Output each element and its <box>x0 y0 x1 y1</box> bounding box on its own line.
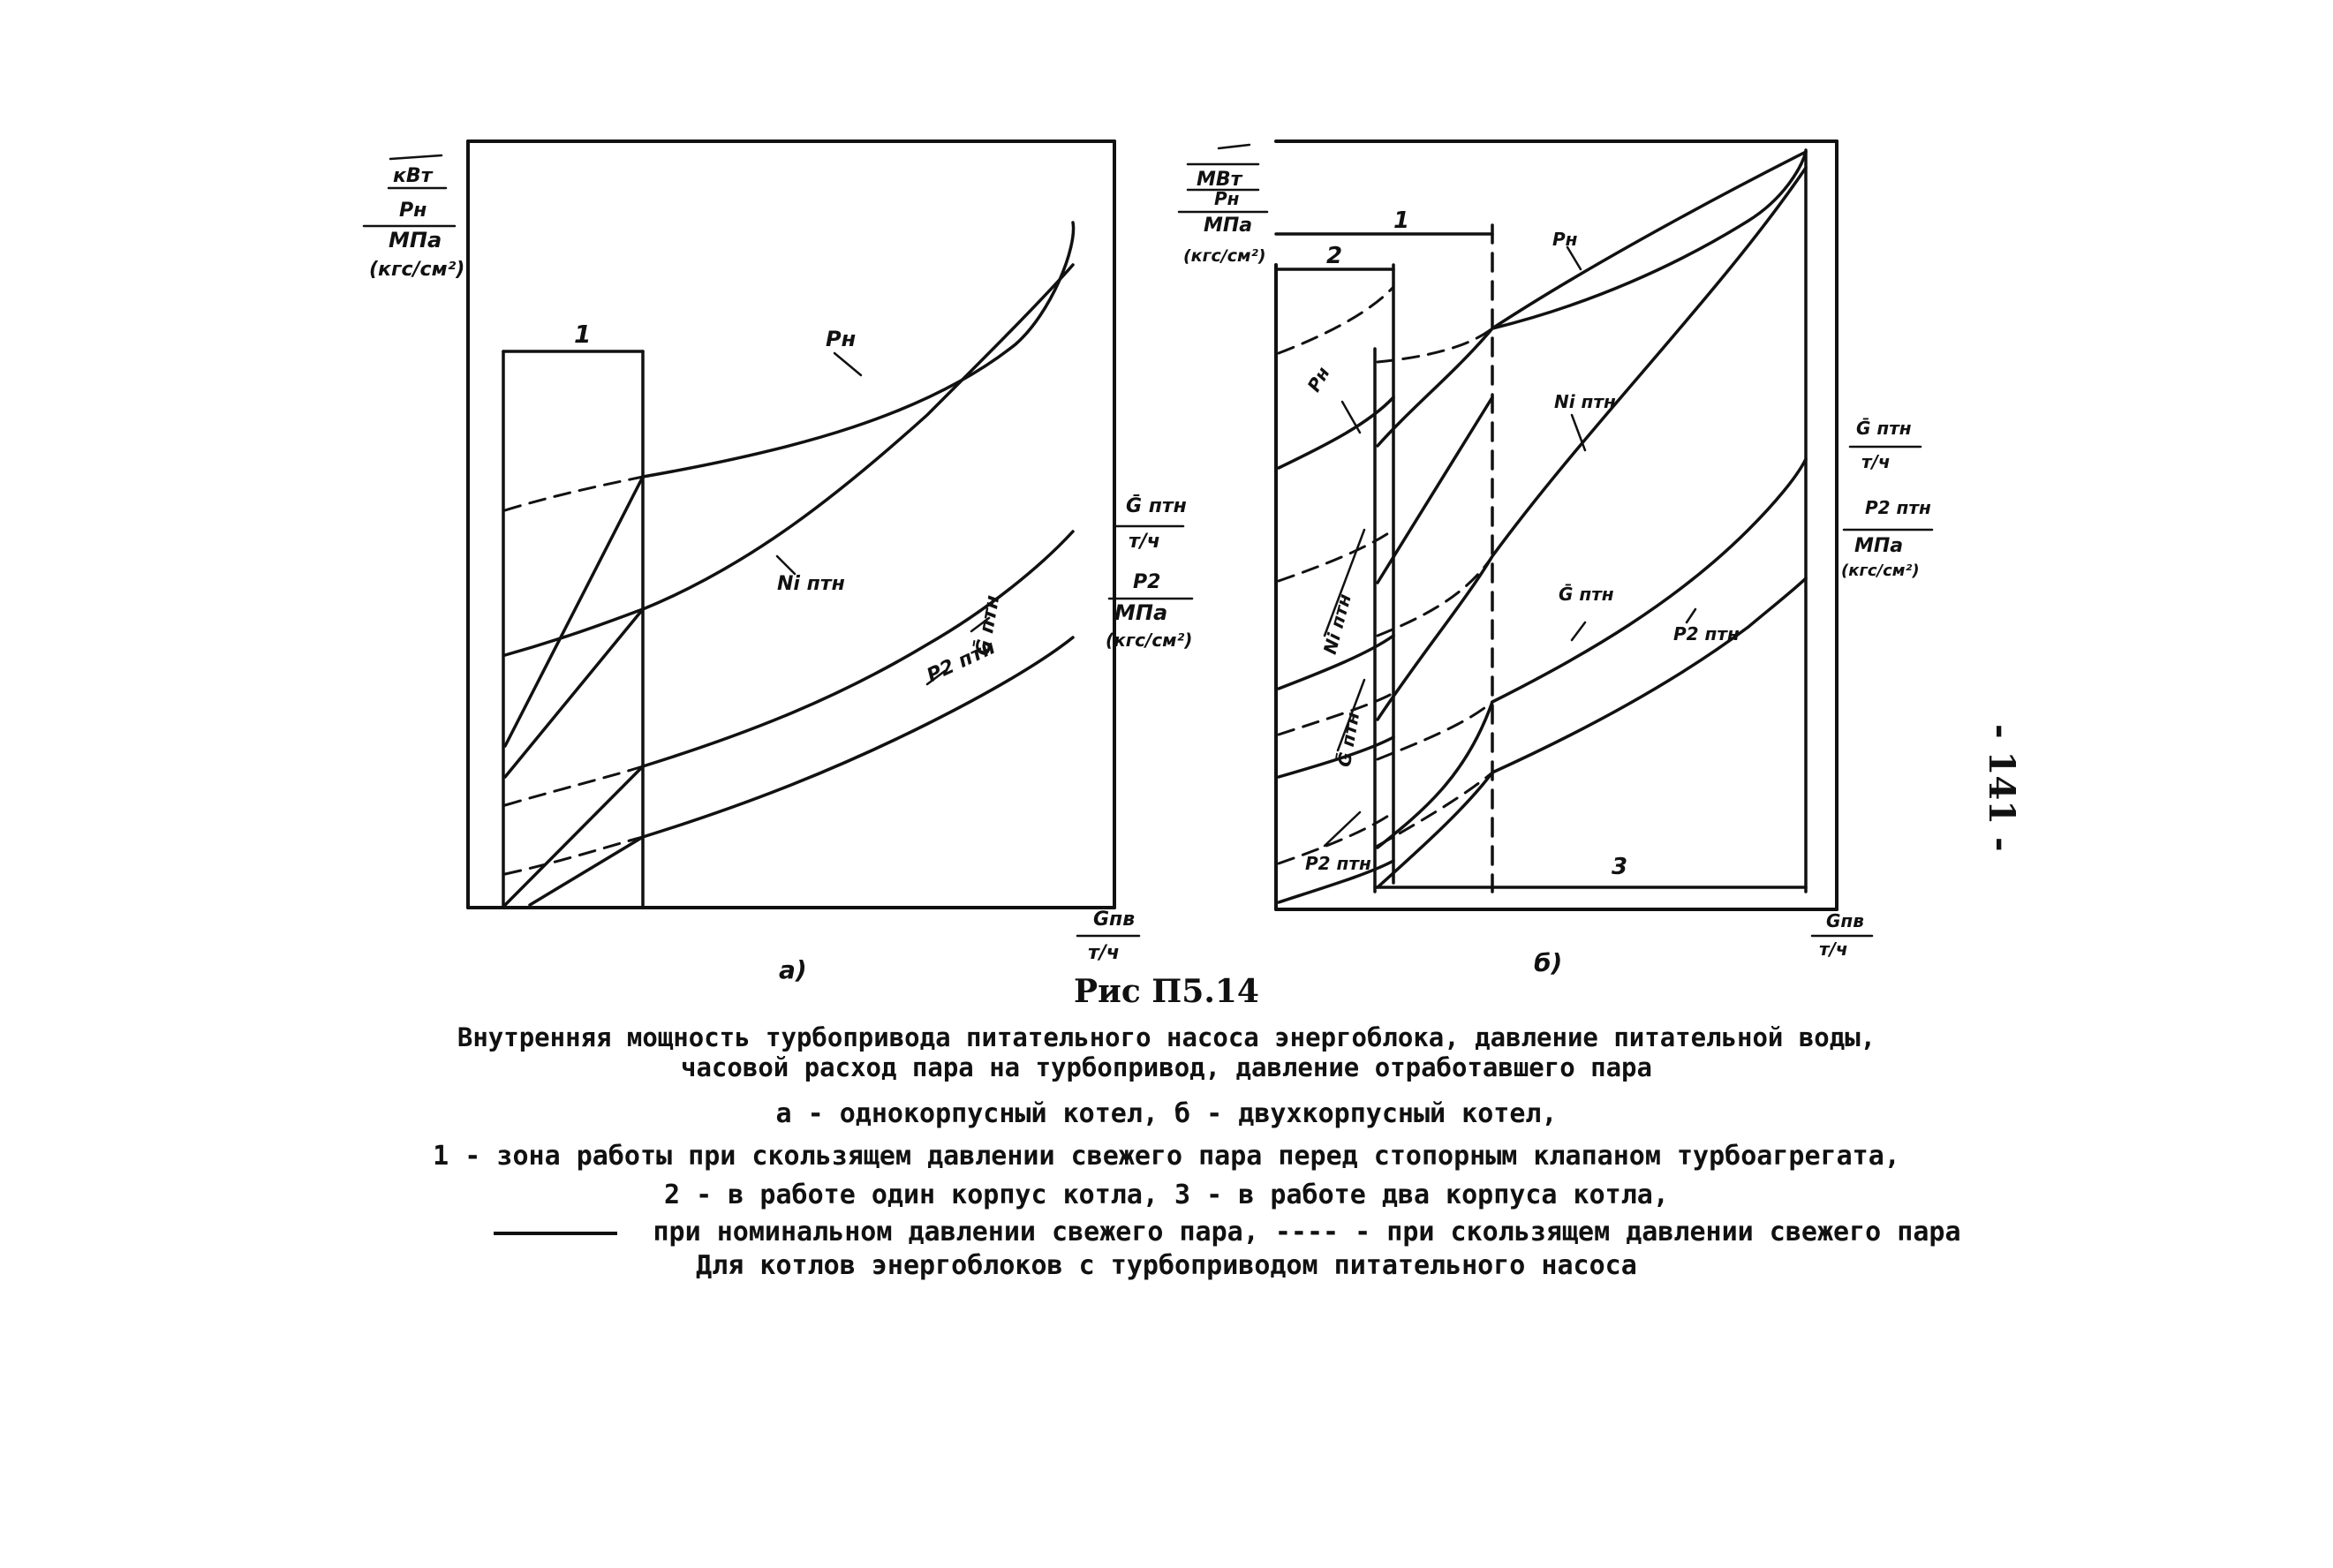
panel-a-pressure-units: МПа <box>389 228 442 253</box>
panel-b-curve-ni-main <box>1378 168 1806 720</box>
panel-a-pressure-symbol: Pн <box>399 200 427 222</box>
panel-a-dashed-curves <box>505 477 643 874</box>
panel-b-zone-1-label: 1 <box>1393 207 1410 234</box>
panel-b-curve-p2 <box>1492 578 1806 773</box>
panel-b-curve-pn <box>1492 152 1806 328</box>
panel-b-x-units: т/ч <box>1819 939 1848 960</box>
panel-b-right-g-symbol: Ḡ птн <box>1856 418 1912 439</box>
page-number: - 141 - <box>1981 724 2022 852</box>
panel-b-right-p2-units: МПа <box>1854 535 1904 557</box>
panel-a-pressure-alt-units: (кгс/см²) <box>369 259 465 281</box>
panel-a-zone-1 <box>503 351 643 908</box>
panel-a-right-g-symbol: Ḡ птн <box>1126 495 1187 517</box>
panel-a-curve-pn <box>643 222 1074 477</box>
panel-b-y-units-top: МВт <box>1197 169 1242 191</box>
panel-b-zone-2-label: 2 <box>1326 243 1343 269</box>
panel-b-label-ni: Ni птн <box>1554 391 1616 412</box>
panel-b-solid-curves <box>1279 152 1806 902</box>
panel-b-zone-3 <box>1375 150 1806 892</box>
panel-a-leaders <box>777 353 989 684</box>
panel-a-right-g-units: т/ч <box>1129 531 1160 553</box>
panel-b-label-g-left: Ḡ птн <box>1333 710 1364 769</box>
panel-a-zone-label: 1 <box>574 320 592 349</box>
caption-line-1: Внутренняя мощность турбопривода питательного насоса энергоблока, давление питательной воды, <box>457 1022 1876 1052</box>
panel-b-pressure-units: МПа <box>1204 215 1253 237</box>
panel-b-right-p2-symbol: P2 птн <box>1865 497 1931 518</box>
panel-b-label-p2: P2 птн <box>1673 623 1740 645</box>
panel-b-label-pn: Pн <box>1552 229 1578 250</box>
panel-a <box>364 141 1192 984</box>
panel-a-x-units: т/ч <box>1088 942 1120 964</box>
panel-a-label-pn: Pн <box>826 327 857 351</box>
panel-a-label: а) <box>779 955 807 984</box>
panel-b-right-p2-alt-units: (кгс/см²) <box>1841 562 1920 580</box>
panel-b-label-ni-left: Ni птн <box>1318 591 1355 657</box>
panel-a-label-p2: P2 птн <box>923 637 1000 688</box>
panel-b-x-symbol: Gпв <box>1826 910 1864 931</box>
panel-a-curve-g <box>643 531 1073 766</box>
panel-b-label-g: Ḡ птн <box>1559 584 1614 605</box>
caption-line-6-text: при номинальном давлении свежего пара, ---- - при скользящем давлении свежего пара <box>653 1217 1961 1248</box>
caption-line-3: а - однокорпусный котел, б - двухкорпусный котел, <box>775 1098 1558 1129</box>
panel-a-x-symbol: Gпв <box>1093 908 1136 931</box>
solid-line-sample <box>494 1232 617 1235</box>
panel-b-pressure-symbol: Pн <box>1214 188 1240 209</box>
panel-b-zone-3-label: 3 <box>1612 854 1628 880</box>
panel-a-right-p2-units: МПа <box>1114 600 1168 625</box>
panel-b <box>1179 141 1932 977</box>
panel-b-zone-1 <box>1276 225 1492 892</box>
panel-a-label-g: Ḡ птн <box>971 593 1005 658</box>
panel-a-right-p2-alt-units: (кгс/см²) <box>1106 629 1193 651</box>
panel-a-y-units-top: кВт <box>393 165 433 187</box>
panel-b-leaders <box>1325 247 1695 846</box>
panel-a-label-ni: Ni птн <box>777 573 845 595</box>
panel-b-right-g-units: т/ч <box>1861 451 1891 472</box>
panel-b-label-p2-left: P2 птн <box>1305 853 1371 874</box>
panel-b-label-pn-left: Pн <box>1302 363 1334 396</box>
panel-a-right-p2-symbol: P2 <box>1133 571 1161 593</box>
caption-line-4: 1 - зона работы при скользящем давлении свежего пара перед стопорным клапаном турбоагрегата, <box>433 1141 1900 1172</box>
panel-b-pressure-alt-units: (кгс/см²) <box>1183 246 1266 266</box>
figure-number: Рис П5.14 <box>1074 973 1259 1010</box>
panel-b-label: б) <box>1534 948 1563 977</box>
caption-line-5: 2 - в работе один корпус котла, 3 - в работе два корпуса котла, <box>664 1180 1669 1210</box>
caption-line-2: часовой расход пара на турбопривод, давление отработавшего пара <box>681 1052 1652 1082</box>
panel-a-curve-p2 <box>643 637 1073 837</box>
caption-line-6 <box>124 1217 2331 1248</box>
caption-line-7: Для котлов энергоблоков с турбоприводом питательного насоса <box>696 1250 1637 1281</box>
